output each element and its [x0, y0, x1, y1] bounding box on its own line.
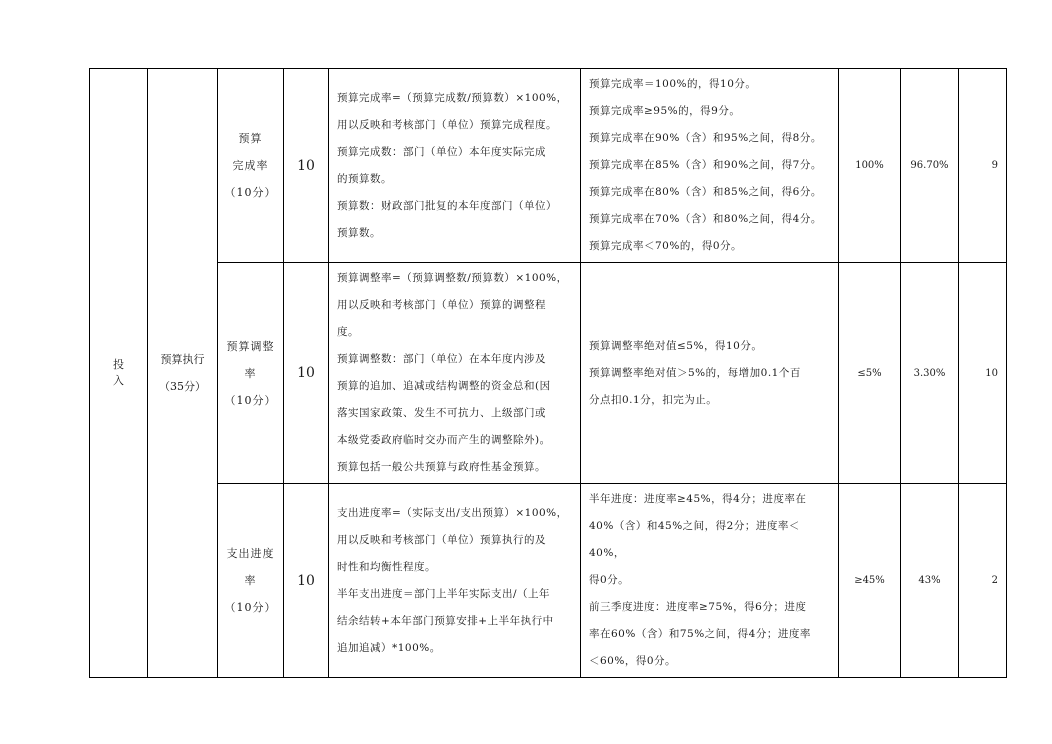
category-level1-cell: [90, 69, 148, 678]
score-cell: 9: [959, 69, 1007, 263]
score-cell: 2: [959, 484, 1007, 678]
definition-line: 落实国家政策、发生不可抗力、上级部门或: [337, 407, 546, 419]
definition-line: 时性和均衡性程度。: [337, 560, 436, 573]
target-cell: 100%: [839, 69, 901, 263]
standard-line: 预算完成率在85%（含）和90%之间，得7分。: [589, 159, 822, 171]
definition-line: 追加追减）*100%。: [337, 641, 441, 654]
definition-cell: [329, 484, 581, 678]
actual-cell: 96.70%: [901, 69, 959, 263]
category-level1: 投入: [113, 358, 124, 387]
actual-cell: 3.30%: [901, 263, 959, 484]
weight-cell: 10: [284, 263, 329, 484]
indicator-cell: [218, 263, 284, 484]
standard-line: 预算调整率绝对值＞5%的，每增加0.1个百: [589, 366, 801, 379]
definition-line: 半年支出进度＝部门上半年实际支出/（上年: [337, 587, 551, 600]
indicator-name: 预算调整: [226, 339, 275, 353]
definition-line: 用以反映和考核部门（单位）预算完成程度。: [337, 118, 557, 131]
indicator-name: 预算: [238, 132, 263, 145]
performance-evaluation-table: [89, 68, 1007, 678]
definition-line: 预算调整数：部门（单位）在本年度内涉及: [337, 353, 546, 365]
definition-line: 预算调整率=（预算调整数/预算数）×100%，: [337, 272, 568, 284]
indicator-name: 支出进度: [226, 547, 275, 560]
standard-line: 预算完成率≥95%的，得9分。: [589, 105, 741, 117]
definition-line: 度。: [337, 326, 359, 338]
definition-line: 结余结转+本年部门预算安排+上半年执行中: [337, 614, 554, 627]
standard-line: 预算完成率在90%（含）和95%之间，得8分。: [589, 132, 822, 144]
definition-line: 用以反映和考核部门（单位）预算执行的及: [337, 533, 546, 546]
actual-cell: 43%: [901, 484, 959, 678]
table-row: [90, 69, 1007, 263]
indicator-score: （10分）: [224, 186, 277, 199]
standard-line: 预算完成率＝100%的，得10分。: [589, 78, 757, 90]
definition-cell: [329, 69, 581, 263]
category-level2-cell: [148, 69, 218, 678]
target-cell: ≤5%: [839, 263, 901, 484]
standard-line: 得0分。: [589, 574, 630, 586]
standard-line: ＜60%，得0分。: [589, 655, 677, 667]
standard-cell: [581, 263, 839, 484]
definition-cell: [329, 263, 581, 484]
indicator-cell: [218, 69, 284, 263]
definition-line: 预算包括一般公共预算与政府性基金预算。: [337, 461, 546, 473]
definition-line: 预算数：财政部门批复的本年度部门（单位）: [337, 199, 557, 212]
score-cell: 10: [959, 263, 1007, 484]
category-level2-name: 预算执行: [160, 353, 205, 366]
standard-line: 前三季度进度：进度率≥75%，得6分；进度: [589, 601, 807, 613]
indicator-name: 完成率: [232, 159, 269, 172]
definition-line: 预算完成率=（预算完成数/预算数）×100%，: [337, 91, 568, 104]
table-row: [90, 263, 1007, 484]
definition-line: 本级党委政府临时交办而产生的调整除外)。: [337, 434, 551, 446]
definition-line: 支出进度率=（实际支出/支出预算）×100%，: [337, 506, 568, 519]
definition-line: 预算完成数：部门（单位）本年度实际完成: [337, 145, 546, 158]
standard-line: 分点扣0.1分，扣完为止。: [589, 393, 718, 406]
standard-line: 40%（含）和45%之间，得2分；进度率＜40%，: [589, 520, 800, 559]
standard-line: 半年进度：进度率≥45%，得4分；进度率在: [589, 493, 807, 505]
target-cell: ≥45%: [839, 484, 901, 678]
standard-line: 预算完成率＜70%的，得0分。: [589, 240, 743, 252]
indicator-score: （10分）: [224, 393, 277, 407]
standard-line: 预算完成率在80%（含）和85%之间，得6分。: [589, 186, 822, 198]
standard-line: 预算调整率绝对值≤5%，得10分。: [589, 339, 763, 352]
table-row: [90, 484, 1007, 678]
weight-cell: 10: [284, 484, 329, 678]
standard-cell: [581, 69, 839, 263]
indicator-name: 率: [244, 574, 257, 587]
weight-cell: 10: [284, 69, 329, 263]
indicator-name: 率: [244, 366, 257, 380]
definition-line: 用以反映和考核部门（单位）预算的调整程: [337, 299, 546, 311]
category-level2-score: （35分）: [159, 380, 206, 393]
standard-line: 率在60%（含）和75%之间，得4分；进度率: [589, 628, 811, 640]
indicator-cell: [218, 484, 284, 678]
definition-line: 的预算数。: [337, 172, 392, 185]
indicator-score: （10分）: [224, 601, 277, 614]
definition-line: 预算的追加、追减或结构调整的资金总和(因: [337, 380, 551, 392]
definition-line: 预算数。: [337, 226, 381, 239]
standard-cell: [581, 484, 839, 678]
standard-line: 预算完成率在70%（含）和80%之间，得4分。: [589, 213, 822, 225]
